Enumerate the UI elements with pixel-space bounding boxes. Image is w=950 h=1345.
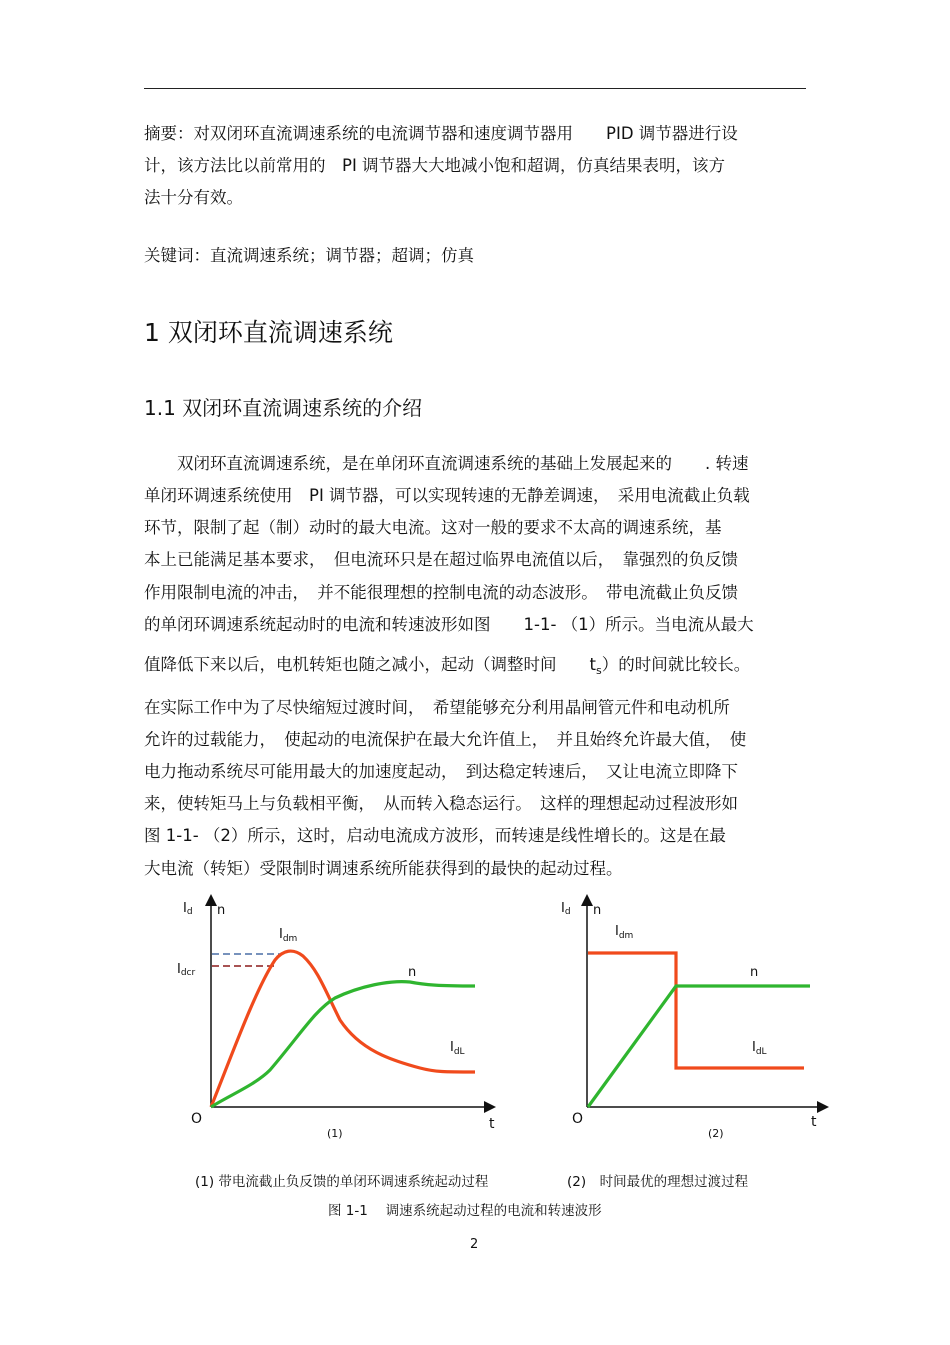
right-n-axis-label: n	[593, 903, 602, 918]
left-idl-main: I	[450, 1040, 454, 1055]
left-idm-main: I	[279, 927, 283, 942]
right-idm-sub: dm	[618, 931, 634, 941]
left-n-axis-label: n	[217, 903, 226, 918]
left-t-label: t	[489, 1116, 495, 1132]
figure-caption: 图 1-1 调速系统起动过程的电流和转速波形	[328, 1203, 602, 1219]
left-idl-sub: dL	[453, 1047, 465, 1057]
body-line-7-tail: ）的时间就比较长。	[601, 655, 751, 674]
left-idm-label	[279, 927, 297, 944]
left-panel-tag: (1)	[327, 1127, 343, 1140]
ts-symbol: t	[589, 655, 596, 674]
right-idm-main: I	[615, 924, 619, 939]
right-n-curve-label: n	[750, 965, 759, 980]
body-line-5: 作用限制电流的冲击， 并不能很理想的控制电流的动态波形。 带电流截止负反馈	[144, 583, 738, 602]
right-id-sub: d	[564, 907, 571, 917]
right-t-label: t	[811, 1114, 817, 1130]
abstract-line-2: 计，该方法比以前常用的 PI 调节器大大地减小饱和超调，仿真结果表明，该方	[144, 156, 726, 175]
caption-right: (2) 时间最优的理想过渡过程	[567, 1174, 749, 1190]
right-idl-main: I	[752, 1040, 756, 1055]
body-line-6: 的单闭环调速系统起动时的电流和转速波形如图 1-1- （1）所示。当电流从最大	[144, 615, 754, 634]
left-id-label	[183, 901, 193, 917]
section-heading: 1 双闭环直流调速系统	[144, 318, 393, 347]
right-idl-sub: dL	[755, 1047, 767, 1057]
body-line-13: 大电流（转矩）受限制时调速系统所能获得到的最快的起动过程。	[144, 859, 623, 878]
left-idcr-sub: dcr	[180, 968, 196, 978]
subsection-heading: 1.1 双闭环直流调速系统的介绍	[144, 396, 423, 420]
right-origin: O	[572, 1111, 584, 1127]
right-idm-label	[615, 924, 633, 941]
left-idl-label	[450, 1040, 465, 1057]
left-origin: O	[191, 1111, 203, 1127]
body-line-7-head: 值降低下来以后，电机转矩也随之减小，起动（调整时间	[144, 655, 590, 674]
right-id-main: I	[561, 901, 565, 916]
header-rule	[144, 88, 806, 89]
body-line-2: 单闭环调速系统使用 PI 调节器，可以实现转速的无静差调速， 采用电流截止负载	[144, 486, 750, 505]
right-idl-label	[752, 1040, 767, 1057]
body-line-4: 本上已能满足基本要求， 但电流环只是在超过临界电流值以后， 靠强烈的负反馈	[144, 550, 738, 569]
ts-subscript: s	[595, 664, 602, 677]
body-line-3: 环节，限制了起（制）动时的最大电流。这对一般的要求不太高的调速系统，基	[144, 518, 722, 537]
abstract-line-3: 法十分有效。	[144, 188, 243, 207]
figure-1-1	[0, 890, 950, 1155]
left-speed-curve	[211, 982, 475, 1107]
body-line-1: 双闭环直流调速系统，是在单闭环直流调速系统的基础上发展起来的 . 转速	[144, 454, 749, 473]
page-number: 2	[470, 1237, 479, 1252]
right-speed-curve	[588, 986, 810, 1107]
abstract-line-1: 摘要：对双闭环直流调速系统的电流调节器和速度调节器用 PID 调节器进行设	[144, 124, 738, 143]
left-id-sub: d	[186, 907, 193, 917]
keywords: 关键词：直流调速系统；调节器；超调；仿真	[144, 246, 474, 265]
body-line-9: 允许的过载能力， 使起动的电流保护在最大允许值上， 并且始终允许最大值， 使	[144, 730, 747, 749]
body-line-12: 图 1-1- （2）所示，这时，启动电流成方波形，而转速是线性增长的。这是在最	[144, 826, 726, 845]
body-line-7	[144, 654, 750, 682]
left-id-main: I	[183, 901, 187, 916]
left-idm-sub: dm	[282, 934, 298, 944]
panel-right	[561, 900, 823, 1140]
right-current-curve	[588, 953, 804, 1068]
left-n-curve-label: n	[408, 965, 417, 980]
body-line-10: 电力拖动系统尽可能用最大的加速度起动， 到达稳定转速后， 又让电流立即降下	[144, 762, 738, 781]
body-line-11: 来，使转矩马上与负载相平衡， 从而转入稳态运行。 这样的理想起动过程波形如	[144, 794, 738, 813]
right-panel-tag: (2)	[708, 1127, 724, 1140]
left-idcr-main: I	[177, 962, 181, 977]
body-line-8: 在实际工作中为了尽快缩短过渡时间， 希望能够充分利用晶闸管元件和电动机所	[144, 698, 730, 717]
right-id-label	[561, 901, 571, 917]
left-idcr-label	[177, 962, 196, 978]
caption-left: (1) 带电流截止负反馈的单闭环调速系统起动过程	[195, 1174, 489, 1190]
panel-left	[177, 900, 495, 1140]
